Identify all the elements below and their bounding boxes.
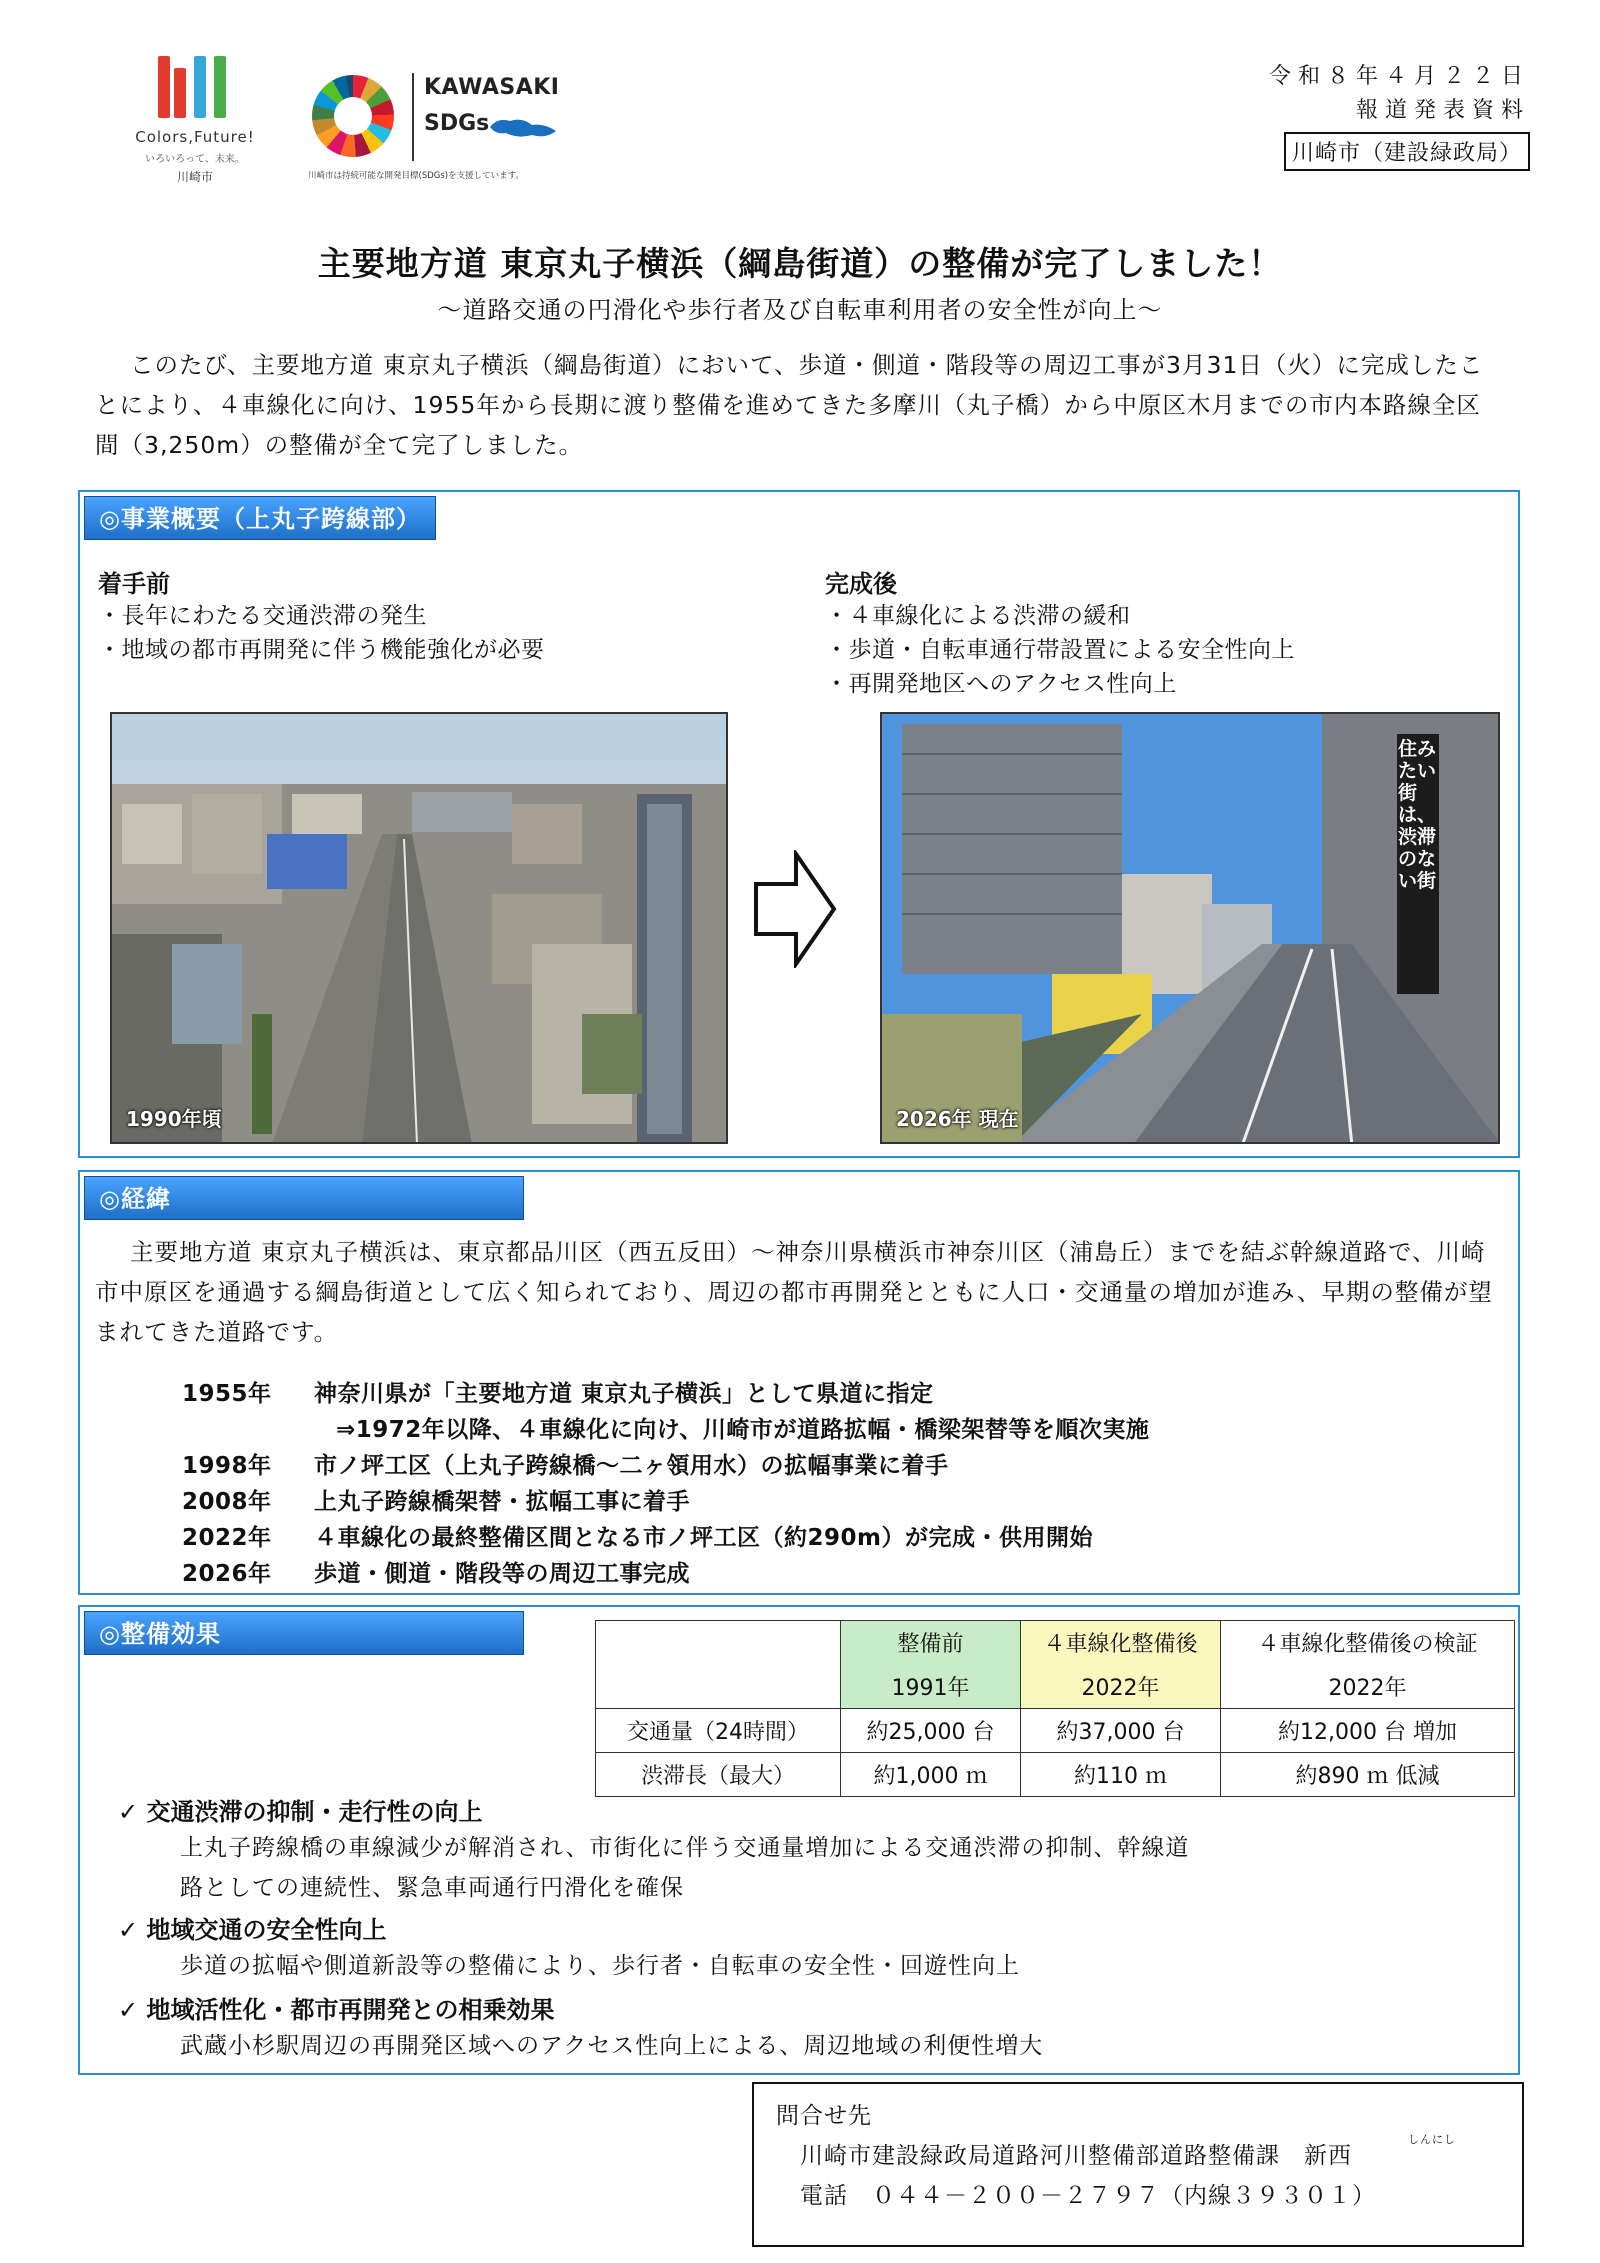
colors-future-logo — [120, 50, 270, 200]
header-verify-year: 2022年 — [1221, 1665, 1515, 1709]
contact-dept-text: 川崎市建設緑政局道路河川整備部道路整備課 新西 — [800, 2143, 1352, 2169]
history-desc: 歩道・側道・階段等の周辺工事完成 — [314, 1561, 690, 1587]
history-desc: ⇒1972年以降、４車線化に向け、川崎市が道路拡幅・橋梁架替等を順次実施 — [336, 1417, 1150, 1443]
history-text: 主要地方道 東京丸子横浜は、東京都品川区（西五反田）～神奈川県横浜市神奈川区（浦島丘）までを結ぶ幹線道路で、川崎市中原区を通過する綱島街道として広く知られており、周辺の都市再開発とともに人口・交通量の増加が進み、早期の整備が望まれてきた道路です。 — [95, 1238, 1493, 1346]
before-item: ・地域の都市再開発に伴う機能強化が必要 — [98, 637, 545, 663]
logo-text: Colors,Future! — [135, 128, 255, 146]
overview-panel — [78, 490, 1520, 1158]
history-row — [182, 1447, 949, 1480]
history-row — [182, 1483, 690, 1516]
table-corner-cell — [596, 1621, 841, 1709]
effect-check-desc: 歩道の拡幅や側道新設等の整備により、歩行者・自転車の安全性・回遊性向上 — [180, 1953, 1020, 1979]
page-title: 主要地方道 東京丸子横浜（綱島街道）の整備が完了しました！ — [317, 244, 1283, 283]
after-summary — [825, 564, 1485, 701]
road-1990-illustration — [112, 714, 728, 1144]
history-tab: ◎経緯 — [84, 1176, 524, 1220]
history-desc: ４車線化の最終整備区間となる市ノ坪工区（約290m）が完成・供用開始 — [314, 1525, 1093, 1551]
after-photo-label: 2026年 現在 — [896, 1107, 1019, 1131]
history-row — [182, 1555, 690, 1588]
before-heading: 着手前 — [98, 570, 170, 598]
effect-tab: ◎整備効果 — [84, 1611, 524, 1655]
after-heading: 完成後 — [825, 570, 897, 598]
kawasaki-sdgs-logo — [300, 55, 590, 190]
header-after: ４車線化整備後 — [1021, 1621, 1221, 1665]
cell-value: 約25,000 台 — [841, 1709, 1021, 1753]
cell-value: 約110 ｍ — [1021, 1753, 1221, 1797]
department-box: 川崎市（建設緑政局） — [1284, 132, 1530, 171]
cell-value: 約12,000 台 増加 — [1221, 1709, 1515, 1753]
release-date: 令和８年４月２２日 — [1268, 64, 1530, 89]
history-desc: 市ノ坪工区（上丸子跨線橋～二ヶ領用水）の拡幅事業に着手 — [314, 1453, 949, 1479]
sdgs-subtitle: SDGs — [424, 111, 490, 136]
header-before: 整備前 — [841, 1621, 1021, 1665]
header-before-year: 1991年 — [841, 1665, 1021, 1709]
after-item: ・再開発地区へのアクセス性向上 — [825, 671, 1177, 697]
header-verify: ４車線化整備後の検証 — [1221, 1621, 1515, 1665]
history-year: 2026年 — [182, 1561, 272, 1587]
history-year: 1955年 — [182, 1381, 272, 1407]
history-row — [182, 1519, 1093, 1552]
history-row — [336, 1411, 1149, 1444]
row-label: 交通量（24時間） — [596, 1709, 841, 1753]
cell-value: 約890 ｍ 低減 — [1221, 1753, 1515, 1797]
before-item: ・長年にわたる交通渋滞の発生 — [98, 603, 427, 629]
table-header-row — [596, 1621, 1515, 1665]
table-row — [596, 1709, 1515, 1753]
right-arrow-icon — [752, 850, 838, 968]
logo-bars-icon — [138, 56, 234, 124]
contact-heading: 問合せ先 — [776, 2103, 872, 2129]
cell-value: 約1,000 ｍ — [841, 1753, 1021, 1797]
page-subtitle: ～道路交通の円滑化や歩行者及び自転車利用者の安全性が向上～ — [437, 296, 1163, 324]
after-item: ・歩道・自転車通行帯設置による安全性向上 — [825, 637, 1295, 663]
effect-check-title: ✓ 交通渋滞の抑制・走行性の向上 — [118, 1798, 483, 1826]
contact-dept — [776, 2133, 1500, 2176]
effect-check-desc: 路としての連続性、緊急車両通行円滑化を確保 — [180, 1875, 684, 1901]
contact-ruby: しんにし — [1408, 2133, 1456, 2146]
contact-phone: 電話 ０４４－２００－２７９７（内線３９３０１） — [800, 2183, 1376, 2209]
intro-paragraph: このたび、主要地方道 東京丸子横浜（綱島街道）において、歩道・側道・階段等の周辺工事が3月31日（火）に完成したことにより、４車線化に向け、1955年から長期に渡り整備を進めてきた多摩川（丸子橋）から中原区木月までの市内本路線全区間（3,250m）の整備が全て完了しました。 — [95, 351, 1484, 459]
effect-check-title: ✓ 地域交通の安全性向上 — [118, 1916, 387, 1944]
after-photo — [880, 712, 1500, 1144]
history-year: 2008年 — [182, 1489, 272, 1515]
effect-check-desc: 武蔵小杉駅周辺の再開発区域へのアクセス性向上による、周辺地域の利便性増大 — [180, 2033, 1044, 2059]
effect-check-title: ✓ 地域活性化・都市再開発との相乗効果 — [118, 1996, 555, 2024]
logo-tagline: いろいろって、未来。 — [145, 154, 245, 165]
after-item: ・４車線化による渋滞の緩和 — [825, 603, 1131, 629]
history-year: 1998年 — [182, 1453, 272, 1479]
history-desc: 上丸子跨線橋架替・拡幅工事に着手 — [314, 1489, 690, 1515]
contact-box — [752, 2082, 1524, 2247]
header-after-year: 2022年 — [1021, 1665, 1221, 1709]
before-summary — [98, 564, 738, 667]
before-photo — [110, 712, 728, 1144]
row-label: 渋滞長（最大） — [596, 1753, 841, 1797]
before-photo-label: 1990年頃 — [126, 1107, 222, 1131]
table-row — [596, 1753, 1515, 1797]
cell-value: 約37,000 台 — [1021, 1709, 1221, 1753]
release-type: 報道発表資料 — [1355, 98, 1530, 123]
history-year: 2022年 — [182, 1525, 272, 1551]
kawasaki-map-icon — [488, 113, 558, 141]
banner-sign: 住みたい街は、渋滞のない街 — [1398, 738, 1437, 892]
sdgs-title: KAWASAKI — [424, 75, 560, 100]
history-row — [182, 1375, 934, 1408]
sdgs-note: 川崎市は持続可能な開発目標(SDGs)を支援しています。 — [308, 171, 524, 181]
release-info — [1269, 60, 1530, 171]
effect-check-desc: 上丸子跨線橋の車線減少が解消され、市街化に伴う交通量増加による交通渋滞の抑制、幹線道 — [180, 1835, 1190, 1861]
effect-table — [595, 1620, 1515, 1797]
history-desc: 神奈川県が「主要地方道 東京丸子横浜」として県道に指定 — [314, 1381, 934, 1407]
logo-city: 川崎市 — [176, 170, 213, 184]
overview-tab: ◎事業概要（上丸子跨線部） — [84, 496, 436, 540]
